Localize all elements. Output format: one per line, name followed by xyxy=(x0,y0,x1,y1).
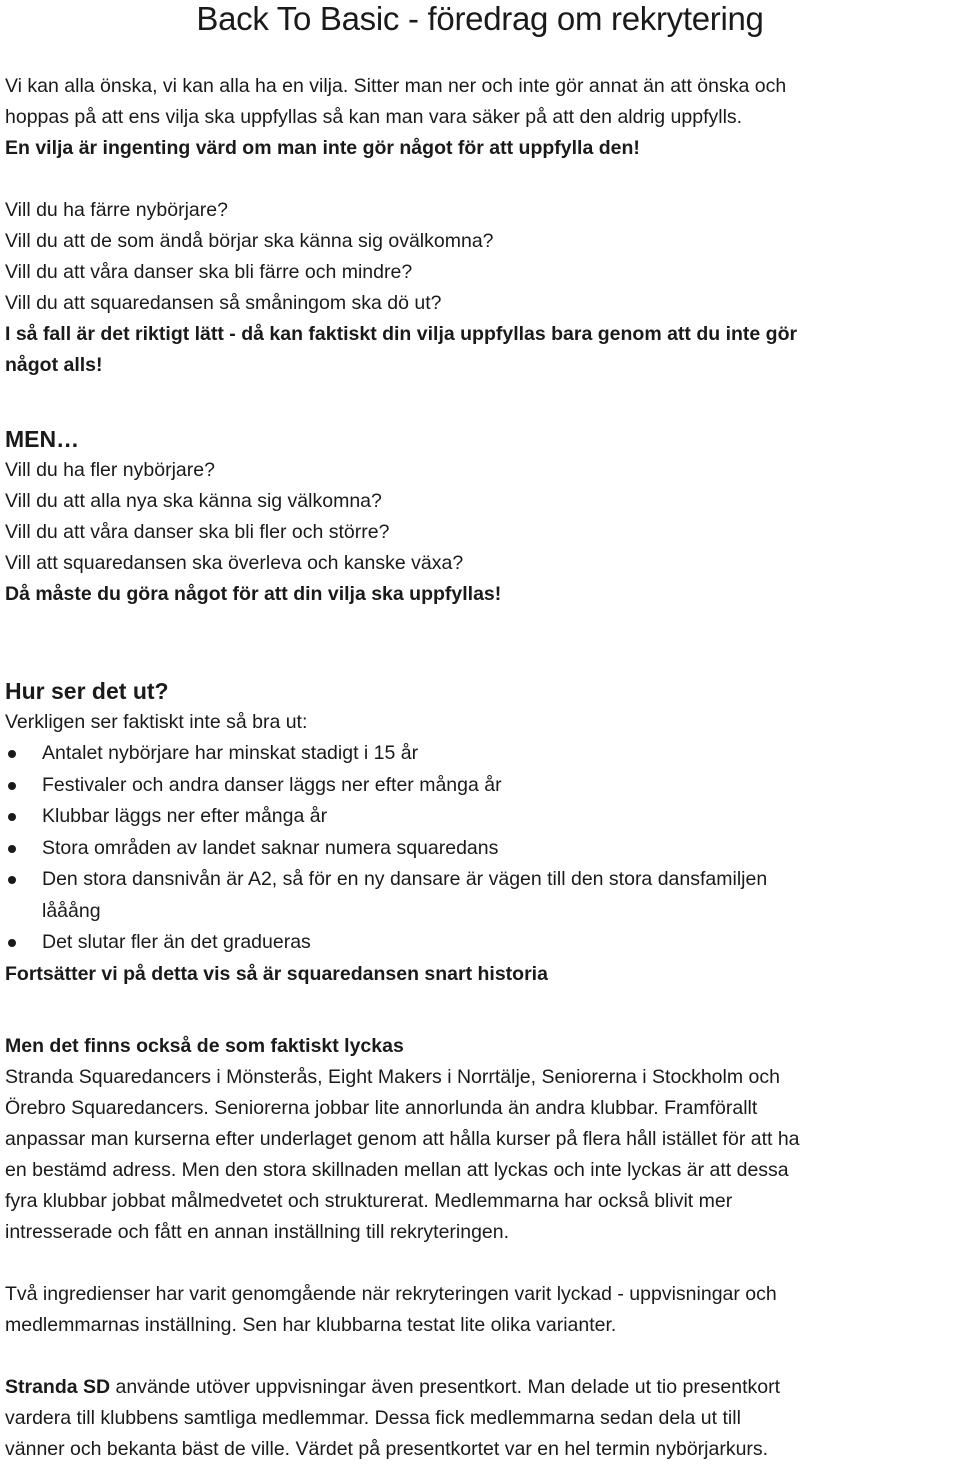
question-line: Vill du ha färre nybörjare? xyxy=(5,199,228,221)
intro-line: Vi kan alla önska, vi kan alla ha en vilja. Sitter man ner och inte gör annat än att önska och xyxy=(5,75,787,97)
question-line: Vill du att våra danser ska bli färre och mindre? xyxy=(5,261,413,283)
paragraph-line: vänner och bekanta bäst de ville. Värdet på presentkortet var en hel termin nybörjarkurs. xyxy=(5,1438,769,1460)
list-item: Antalet nybörjare har minskat stadigt i 15 år xyxy=(5,738,955,770)
stranda-paragraph xyxy=(5,1372,955,1465)
bullet-icon xyxy=(8,813,16,821)
list-item: Stora områden av landet saknar numera squaredans xyxy=(5,833,955,865)
question-line: Vill du att våra danser ska bli fler och större? xyxy=(5,521,390,543)
intro-emphasis: En vilja är ingenting värd om man inte gör något för att uppfylla den! xyxy=(5,137,640,159)
conclusion-line: I så fall är det riktigt lätt - då kan faktiskt din vilja uppfyllas bara genom att du inte gör xyxy=(5,323,798,345)
bullet-icon xyxy=(8,845,16,853)
success-heading: Men det finns också de som faktiskt lyckas xyxy=(5,1035,404,1057)
club-name: Stranda SD xyxy=(5,1376,111,1398)
warning-line: Fortsätter vi på detta vis så är squaredansen snart historia xyxy=(5,962,548,985)
paragraph-line: Örebro Squaredancers. Seniorerna jobbar lite annorlunda än andra klubbar. Framförallt xyxy=(5,1097,758,1119)
question-line: Vill du att de som ändå börjar ska känna sig ovälkomna? xyxy=(5,230,494,252)
questions-negative xyxy=(5,195,955,381)
page-title: Back To Basic - föredrag om rekrytering xyxy=(196,0,764,37)
paragraph-line: fyra klubbar jobbat målmedvetet och strukturerat. Medlemmarna har också blivit mer xyxy=(5,1190,733,1212)
question-line: Vill du att squaredansen så småningom ska dö ut? xyxy=(5,292,442,314)
list-item: Den stora dansnivån är A2, så för en ny dansare är vägen till den stora dansfamiljen lååång xyxy=(5,864,955,927)
list-item: Festivaler och andra danser läggs ner efter många år xyxy=(5,770,955,802)
ingredients-paragraph xyxy=(5,1279,955,1341)
question-line: Vill du ha fler nybörjare? xyxy=(5,459,215,481)
bullet-icon xyxy=(8,876,16,884)
paragraph-line: Två ingredienser har varit genomgående när rekryteringen varit lyckad - uppvisningar och xyxy=(5,1283,777,1305)
question-line: Vill du att alla nya ska känna sig välkomna? xyxy=(5,490,382,512)
conclusion-line: något alls! xyxy=(5,354,103,376)
paragraph-line: intresserade och fått en annan inställning till rekryteringen. xyxy=(5,1221,510,1243)
list-item: Klubbar läggs ner efter många år xyxy=(5,801,955,833)
intro-paragraph xyxy=(5,71,955,164)
status-section xyxy=(5,676,955,990)
men-heading: MEN… xyxy=(5,426,80,452)
bullet-icon xyxy=(8,939,16,947)
paragraph-line: Stranda Squaredancers i Mönsterås, Eight Makers i Norrtälje, Seniorerna i Stockholm och xyxy=(5,1066,780,1088)
section-intro: Verkligen ser faktiskt inte så bra ut: xyxy=(5,711,308,733)
paragraph-line: anpassar man kurserna efter underlaget genom att hålla kurser på flera håll istället för att ha xyxy=(5,1128,800,1150)
success-section xyxy=(5,1031,955,1248)
conclusion-line: Då måste du göra något för att din vilja ska uppfyllas! xyxy=(5,583,502,605)
list-item: Det slutar fler än det gradueras xyxy=(5,927,955,959)
paragraph-line: medlemmarnas inställning. Sen har klubbarna testat lite olika varianter. xyxy=(5,1314,617,1336)
questions-positive xyxy=(5,424,955,610)
question-line: Vill att squaredansen ska överleva och kanske växa? xyxy=(5,552,464,574)
intro-line: hoppas på att ens vilja ska uppfyllas så kan man vara säker på att den aldrig uppfylls. xyxy=(5,106,743,128)
bullet-list xyxy=(5,738,955,959)
bullet-icon xyxy=(8,750,16,758)
list-item-continuation: lååång xyxy=(42,899,101,922)
paragraph-line: vardera till klubbens samtliga medlemmar. Dessa fick medlemmarna sedan dela ut till xyxy=(5,1407,741,1429)
paragraph-line: en bestämd adress. Men den stora skillnaden mellan att lyckas och inte lyckas är att dessa xyxy=(5,1159,789,1181)
paragraph-line: Stranda SD använde utöver uppvisningar även presentkort. Man delade ut tio presentkort xyxy=(5,1376,781,1398)
bullet-icon xyxy=(8,782,16,790)
section-heading: Hur ser det ut? xyxy=(5,678,169,704)
